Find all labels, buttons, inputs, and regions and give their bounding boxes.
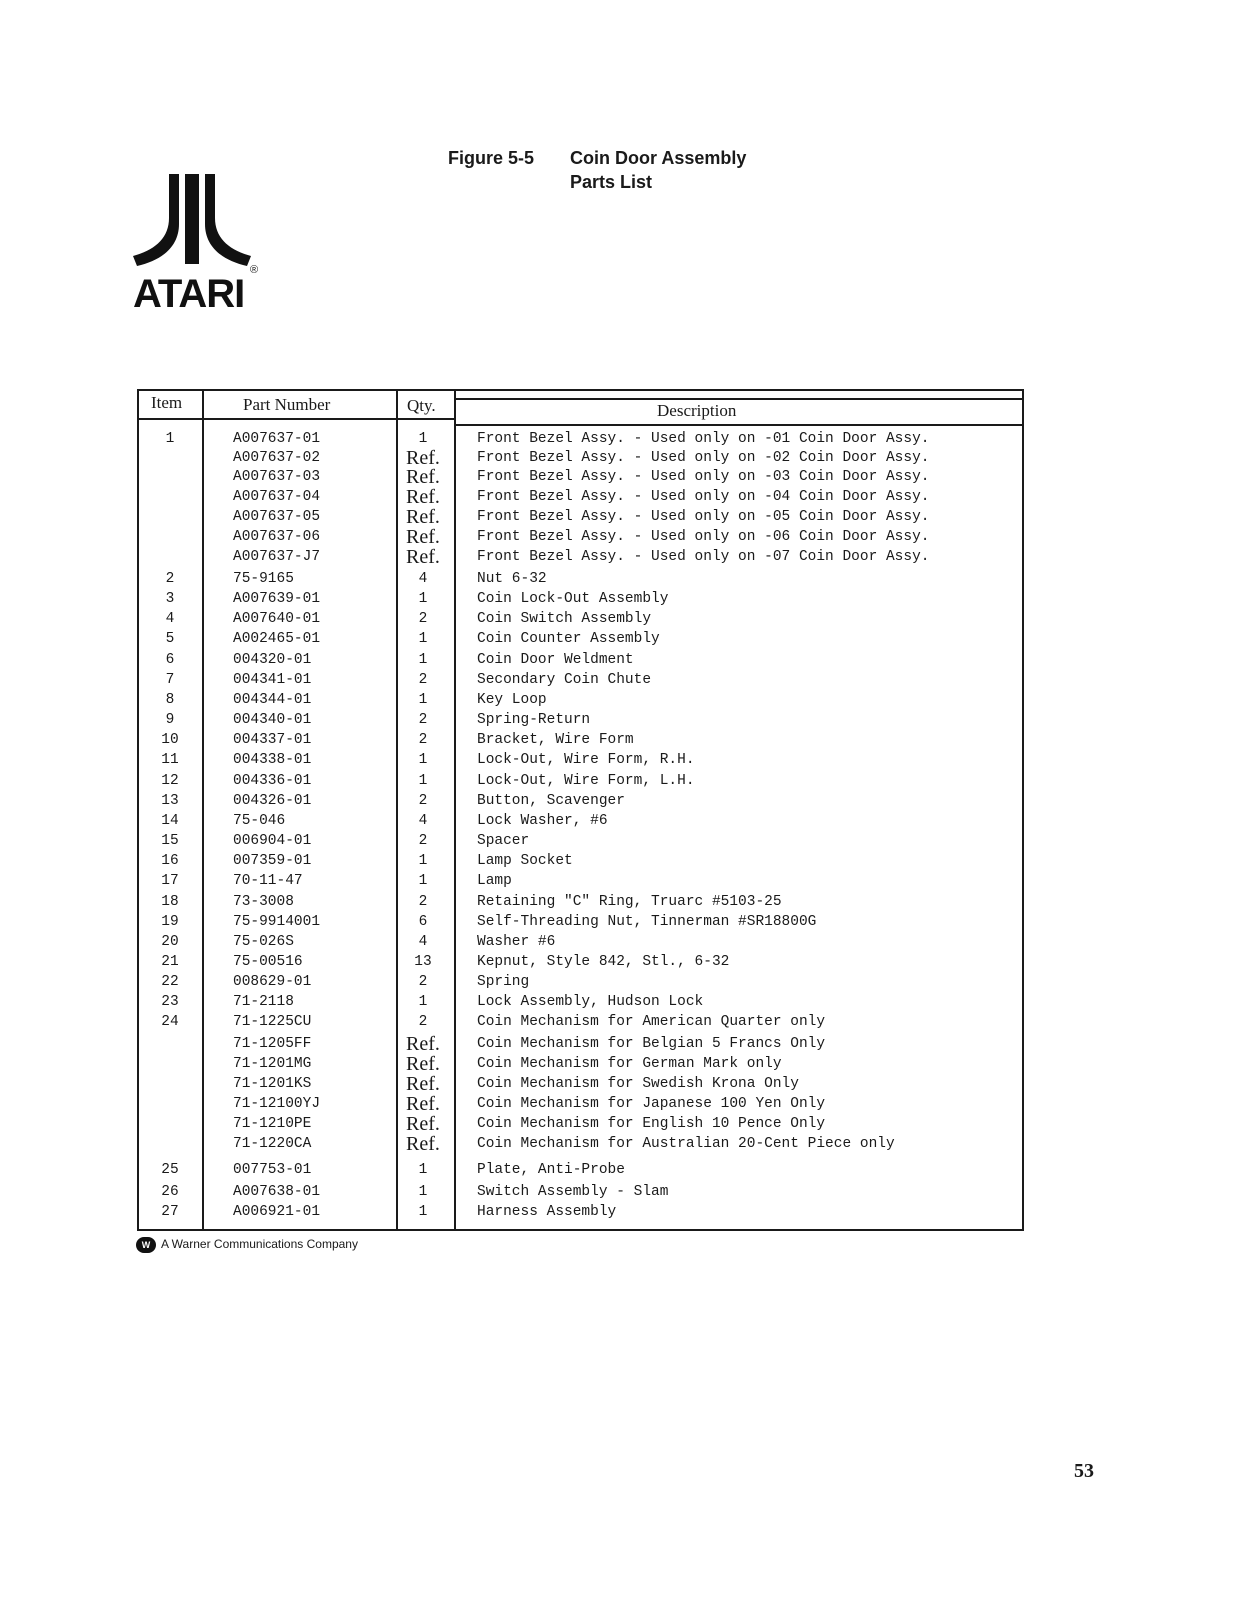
row-quantity: Ref. (406, 546, 440, 568)
row-quantity: 1 (418, 631, 428, 647)
table-row (137, 1160, 1024, 1180)
row-part-number: 70-11-47 (233, 873, 303, 889)
row-part-number: 004344-01 (233, 692, 312, 708)
row-quantity: 4 (418, 934, 428, 950)
figure-number: Figure 5-5 (448, 148, 535, 168)
row-description: Front Bezel Assy. - Used only on -02 Coin Door Assy. (477, 450, 930, 466)
row-part-number: 008629-01 (233, 974, 312, 990)
row-part-number: 71-2118 (233, 994, 294, 1010)
row-part-number: A007640-01 (233, 611, 321, 627)
header-qty: Qty. (407, 396, 436, 415)
row-quantity: Ref. (406, 526, 440, 548)
row-item-number: 10 (161, 732, 179, 748)
row-description: Coin Switch Assembly (477, 611, 652, 627)
row-quantity: 1 (418, 1184, 428, 1200)
row-part-number: 004338-01 (233, 752, 312, 768)
row-quantity: 4 (418, 571, 428, 587)
row-description: Coin Lock-Out Assembly (477, 591, 669, 607)
row-item-number: 14 (161, 813, 179, 829)
header-item: Item (151, 393, 183, 412)
row-item-number: 20 (161, 934, 179, 950)
row-item-number: 16 (161, 853, 179, 869)
row-part-number: A007637-05 (233, 509, 321, 525)
table-row (137, 547, 1024, 567)
table-row (137, 912, 1024, 932)
table-row (137, 1034, 1024, 1054)
row-quantity: 1 (418, 652, 428, 668)
row-part-number: 71-1225CU (233, 1014, 312, 1030)
row-description: Coin Mechanism for German Mark only (477, 1056, 782, 1072)
row-description: Lock Washer, #6 (477, 813, 608, 829)
row-quantity: Ref. (406, 506, 440, 528)
row-part-number: 007359-01 (233, 853, 312, 869)
table-row (137, 892, 1024, 912)
company-credit (136, 1236, 358, 1253)
table-row (137, 448, 1024, 468)
row-item-number: 4 (165, 611, 175, 627)
table-row (137, 670, 1024, 690)
table-row (137, 609, 1024, 629)
row-quantity: 2 (418, 732, 428, 748)
row-quantity: Ref. (406, 1133, 440, 1155)
row-quantity: 6 (418, 914, 428, 930)
table-row (137, 527, 1024, 547)
row-part-number: A002465-01 (233, 631, 321, 647)
row-description: Spring-Return (477, 712, 591, 728)
row-description: Plate, Anti-Probe (477, 1162, 625, 1178)
table-row (137, 831, 1024, 851)
table-row (137, 1074, 1024, 1094)
row-item-number: 23 (161, 994, 179, 1010)
row-part-number: 004341-01 (233, 672, 312, 688)
row-part-number: 004336-01 (233, 773, 312, 789)
row-description: Lock Assembly, Hudson Lock (477, 994, 704, 1010)
row-part-number: 004320-01 (233, 652, 312, 668)
row-part-number: A007637-06 (233, 529, 321, 545)
parts-table (137, 389, 1024, 1231)
row-item-number: 18 (161, 894, 179, 910)
row-description: Front Bezel Assy. - Used only on -01 Coin Door Assy. (477, 431, 930, 447)
row-description: Secondary Coin Chute (477, 672, 652, 688)
page-number: 53 (1074, 1460, 1094, 1482)
table-row (137, 429, 1024, 449)
row-quantity: 2 (418, 793, 428, 809)
row-description: Front Bezel Assy. - Used only on -07 Coin Door Assy. (477, 549, 930, 565)
table-row (137, 1114, 1024, 1134)
row-quantity: Ref. (406, 1093, 440, 1115)
row-item-number: 8 (165, 692, 175, 708)
row-description: Coin Mechanism for American Quarter only (477, 1014, 826, 1030)
table-row (137, 1094, 1024, 1114)
row-item-number: 13 (161, 793, 179, 809)
row-description: Self-Threading Nut, Tinnerman #SR18800G (477, 914, 817, 930)
row-description: Front Bezel Assy. - Used only on -04 Coin Door Assy. (477, 489, 930, 505)
row-description: Kepnut, Style 842, Stl., 6-32 (477, 954, 730, 970)
row-item-number: 11 (161, 752, 179, 768)
row-description: Retaining "C" Ring, Truarc #5103-25 (477, 894, 782, 910)
row-quantity: Ref. (406, 447, 440, 469)
row-description: Lock-Out, Wire Form, R.H. (477, 752, 695, 768)
row-description: Coin Mechanism for Belgian 5 Francs Only (477, 1036, 826, 1052)
table-row (137, 487, 1024, 507)
row-item-number: 6 (165, 652, 175, 668)
company-name: A Warner Communications Company (161, 1237, 358, 1251)
table-row (137, 589, 1024, 609)
figure-title: Coin Door Assembly (570, 148, 747, 168)
table-row (137, 629, 1024, 649)
row-part-number: A007638-01 (233, 1184, 321, 1200)
row-description: Washer #6 (477, 934, 556, 950)
row-description: Lock-Out, Wire Form, L.H. (477, 773, 695, 789)
atari-logo (133, 172, 273, 317)
row-quantity: 1 (418, 1204, 428, 1220)
table-row (137, 932, 1024, 952)
row-part-number: 71-1201KS (233, 1076, 312, 1092)
row-item-number: 5 (165, 631, 175, 647)
row-part-number: 73-3008 (233, 894, 294, 910)
table-row (137, 811, 1024, 831)
row-item-number: 7 (165, 672, 175, 688)
row-quantity: 2 (418, 611, 428, 627)
row-description: Key Loop (477, 692, 547, 708)
row-part-number: A007639-01 (233, 591, 321, 607)
row-quantity: Ref. (406, 466, 440, 488)
row-quantity: 1 (418, 692, 428, 708)
row-quantity: 4 (418, 813, 428, 829)
warner-logo-icon: W (136, 1237, 156, 1253)
row-description: Front Bezel Assy. - Used only on -06 Coin Door Assy. (477, 529, 930, 545)
row-quantity: Ref. (406, 1073, 440, 1095)
row-item-number: 22 (161, 974, 179, 990)
row-item-number: 17 (161, 873, 179, 889)
figure-subtitle: Parts List (570, 172, 653, 192)
row-description: Spacer (477, 833, 530, 849)
logo-text: ATARI (133, 272, 245, 316)
header-part-number: Part Number (243, 395, 331, 414)
row-quantity: 1 (418, 1162, 428, 1178)
row-quantity: 2 (418, 833, 428, 849)
row-part-number: 006904-01 (233, 833, 312, 849)
row-part-number: 004337-01 (233, 732, 312, 748)
row-part-number: A006921-01 (233, 1204, 321, 1220)
row-description: Coin Mechanism for English 10 Pence Only (477, 1116, 826, 1132)
table-row (137, 791, 1024, 811)
table-row (137, 750, 1024, 770)
table-row (137, 992, 1024, 1012)
row-item-number: 1 (165, 431, 175, 447)
table-row (137, 467, 1024, 487)
row-part-number: A007637-01 (233, 431, 321, 447)
row-part-number: A007637-J7 (233, 549, 321, 565)
row-part-number: A007637-03 (233, 469, 321, 485)
row-part-number: 75-026S (233, 934, 294, 950)
row-item-number: 27 (161, 1204, 179, 1220)
row-part-number: A007637-04 (233, 489, 321, 505)
row-quantity: 1 (418, 853, 428, 869)
row-quantity: 1 (418, 994, 428, 1010)
row-quantity: Ref. (406, 1033, 440, 1055)
table-row (137, 1182, 1024, 1202)
row-quantity: 2 (418, 1014, 428, 1030)
row-description: Lamp (477, 873, 512, 889)
row-quantity: Ref. (406, 486, 440, 508)
row-item-number: 12 (161, 773, 179, 789)
row-item-number: 26 (161, 1184, 179, 1200)
table-row (137, 871, 1024, 891)
row-part-number: 004340-01 (233, 712, 312, 728)
table-row (137, 730, 1024, 750)
row-description: Coin Mechanism for Swedish Krona Only (477, 1076, 799, 1092)
row-quantity: 2 (418, 712, 428, 728)
row-part-number: 75-046 (233, 813, 286, 829)
row-quantity: 1 (418, 773, 428, 789)
row-description: Spring (477, 974, 530, 990)
row-item-number: 2 (165, 571, 175, 587)
row-quantity: 1 (418, 591, 428, 607)
row-item-number: 24 (161, 1014, 179, 1030)
row-description: Switch Assembly - Slam (477, 1184, 669, 1200)
header-description: Description (657, 401, 737, 420)
registered-mark: ® (250, 264, 259, 276)
table-row (137, 507, 1024, 527)
row-quantity: Ref. (406, 1053, 440, 1075)
row-description: Coin Counter Assembly (477, 631, 660, 647)
row-item-number: 19 (161, 914, 179, 930)
table-row (137, 1202, 1024, 1222)
table-row (137, 569, 1024, 589)
row-description: Bracket, Wire Form (477, 732, 634, 748)
row-description: Coin Mechanism for Australian 20-Cent Piece only (477, 1136, 895, 1152)
row-description: Coin Door Weldment (477, 652, 634, 668)
table-row (137, 972, 1024, 992)
row-part-number: 75-9914001 (233, 914, 321, 930)
row-quantity: 2 (418, 894, 428, 910)
table-row (137, 1134, 1024, 1154)
row-part-number: 75-9165 (233, 571, 294, 587)
row-quantity: 2 (418, 672, 428, 688)
row-quantity: Ref. (406, 1113, 440, 1135)
row-description: Button, Scavenger (477, 793, 625, 809)
row-part-number: 004326-01 (233, 793, 312, 809)
table-row (137, 690, 1024, 710)
table-row (137, 952, 1024, 972)
table-row (137, 851, 1024, 871)
row-item-number: 15 (161, 833, 179, 849)
row-description: Front Bezel Assy. - Used only on -05 Coin Door Assy. (477, 509, 930, 525)
row-item-number: 21 (161, 954, 179, 970)
row-part-number: A007637-02 (233, 450, 321, 466)
table-row (137, 710, 1024, 730)
table-row (137, 1012, 1024, 1032)
row-item-number: 3 (165, 591, 175, 607)
table-row (137, 771, 1024, 791)
table-row (137, 650, 1024, 670)
row-quantity: 13 (414, 954, 432, 970)
row-description: Harness Assembly (477, 1204, 617, 1220)
row-quantity: 2 (418, 974, 428, 990)
row-item-number: 9 (165, 712, 175, 728)
row-part-number: 71-1220CA (233, 1136, 312, 1152)
row-description: Nut 6-32 (477, 571, 547, 587)
row-quantity: 1 (418, 752, 428, 768)
row-description: Coin Mechanism for Japanese 100 Yen Only (477, 1096, 826, 1112)
row-item-number: 25 (161, 1162, 179, 1178)
row-part-number: 007753-01 (233, 1162, 312, 1178)
row-description: Lamp Socket (477, 853, 573, 869)
atari-fuji-icon (133, 172, 253, 268)
row-part-number: 71-1210PE (233, 1116, 312, 1132)
row-description: Front Bezel Assy. - Used only on -03 Coin Door Assy. (477, 469, 930, 485)
row-part-number: 71-1205FF (233, 1036, 312, 1052)
table-row (137, 1054, 1024, 1074)
row-part-number: 75-00516 (233, 954, 303, 970)
row-quantity: 1 (418, 431, 428, 447)
row-quantity: 1 (418, 873, 428, 889)
row-part-number: 71-12100YJ (233, 1096, 321, 1112)
row-part-number: 71-1201MG (233, 1056, 312, 1072)
